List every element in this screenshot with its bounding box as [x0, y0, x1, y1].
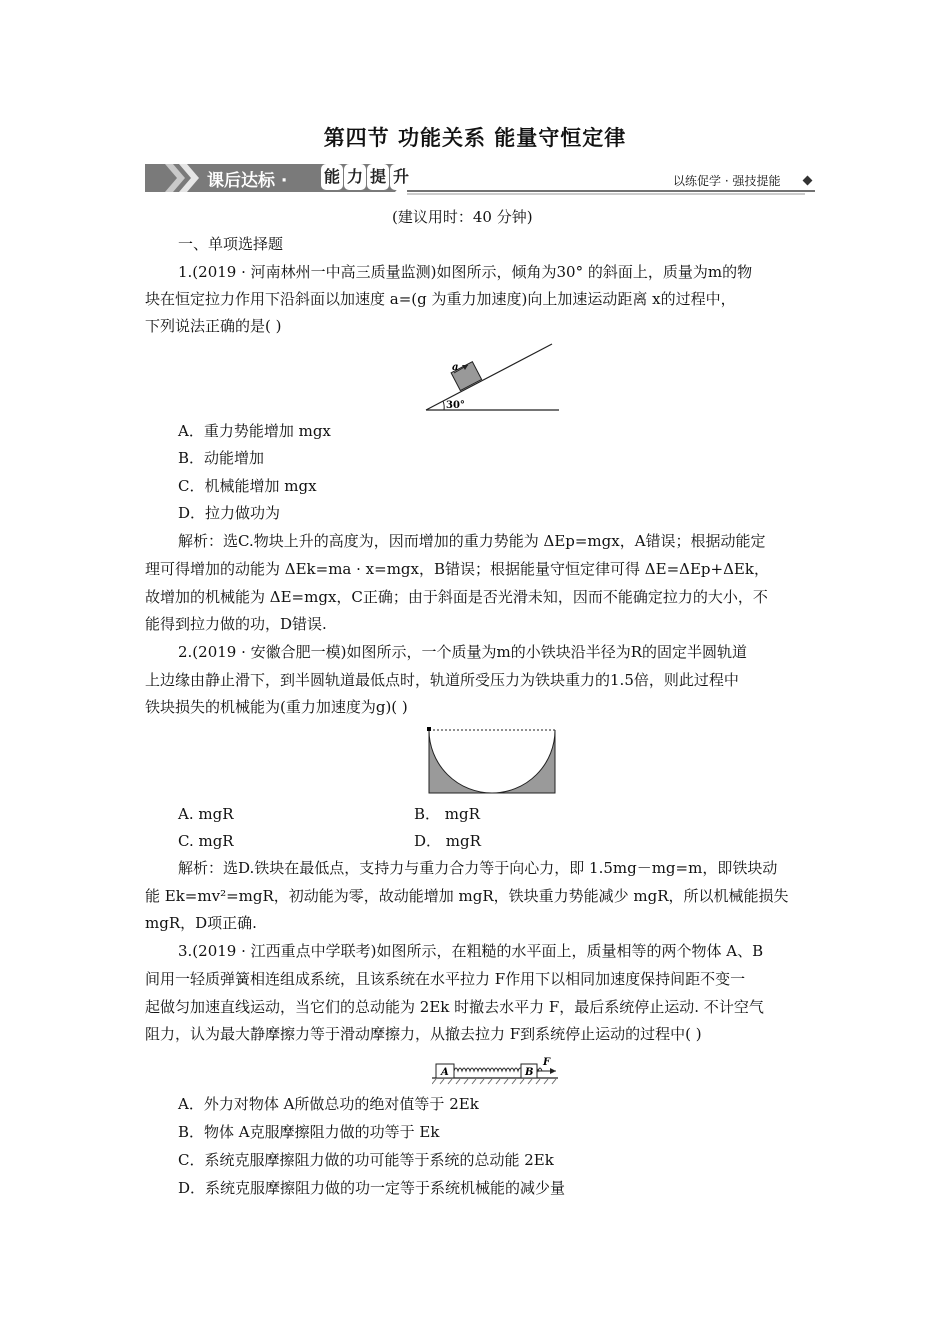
q1-stem-line: 块在恒定拉力作用下沿斜面以加速度 a=(g 为重力加速度)向上加速运动距离 x的过程中， [145, 290, 736, 308]
time-note: (建议用时：40 分钟) [392, 208, 533, 226]
badge-char: 力 [344, 164, 366, 190]
q2-option: A. mgR [178, 805, 234, 823]
q1-option: D．拉力做功为 [178, 504, 281, 522]
q2-option: C. mgR [178, 832, 234, 850]
badge-char: 能 [321, 164, 343, 190]
q2-stem-line: 铁块损失的机械能为(重力加速度为g)( ) [145, 698, 408, 716]
page-title: 第四节 功能关系 能量守恒定律 [323, 126, 627, 150]
q1-analysis-line: 故增加的机械能为 ΔE=mgx，C正确；由于斜面是否光滑未知，因而不能确定拉力的大小，不 [145, 588, 768, 606]
q3-option: C．系统克服摩擦阻力做的功可能等于系统的总动能 2Ek [178, 1151, 554, 1169]
q1-analysis-line: 解析：选C.物块上升的高度为，因而增加的重力势能为 ΔEp=mgx，A错误；根据动能定 [178, 532, 766, 550]
q3-option: B．物体 A克服摩擦阻力做的功等于 Ek [178, 1123, 440, 1141]
q3-stem-line: 起做匀加速直线运动，当它们的总动能为 2Ek 时撤去水平力 F，最后系统停止运动. 不计空气 [145, 998, 764, 1016]
q2-analysis-line: 解析：选D.铁块在最低点，支持力与重力合力等于向心力，即 1.5mg－mg=m，即铁块动 [178, 859, 778, 877]
q3-stem-line: 3.(2019 · 江西重点中学联考)如图所示，在粗糙的水平面上，质量相等的两个物体 A、B [178, 942, 764, 960]
q1-stem-line: 1.(2019 · 河南林州一中高三质量监测)如图所示，倾角为30° 的斜面上，质量为m的物 [178, 263, 753, 281]
q2-option: B． mgR [414, 805, 480, 823]
accel-label: a [452, 362, 459, 373]
badge-char: 升 [390, 164, 412, 190]
semicircle-track-figure [425, 725, 559, 797]
q2-option: D． mgR [414, 832, 481, 850]
incline-figure [424, 340, 564, 416]
force-label: F [543, 1057, 551, 1068]
block-b-label: B [525, 1067, 534, 1078]
q2-analysis-line: 能 Ek=mv²=mgR，初动能为零，故动能增加 mgR，铁块重力势能减少 mgR，所以机械能损失 [145, 887, 789, 905]
section-banner [145, 160, 815, 196]
q1-option: A．重力势能增加 mgx [178, 422, 331, 440]
banner-label: 课后达标 · [207, 171, 288, 191]
q1-analysis-line: 能得到拉力做的功，D错误. [145, 615, 327, 633]
angle-label: 30° [446, 400, 465, 411]
q1-analysis-line: 理可得增加的动能为 ΔEk=ma · x=mgx，B错误；根据能量守恒定律可得 ΔE=ΔEp+ΔEk， [145, 560, 769, 578]
q3-stem-line: 阻力，认为最大静摩擦力等于滑动摩擦力，从撤去拉力 F到系统停止运动的过程中( ) [145, 1025, 702, 1043]
q3-stem-line: 间用一轻质弹簧相连组成系统，且该系统在水平拉力 F作用下以相同加速度保持间距不变一 [145, 970, 746, 988]
badge-char: 提 [367, 164, 389, 190]
spring-blocks-figure [432, 1052, 560, 1086]
banner-right-text: 以练促学 · 强技提能 [673, 174, 781, 188]
q1-stem-line: 下列说法正确的是( ) [145, 317, 282, 335]
q2-stem-line: 上边缘由静止滑下，到半圆轨道最低点时，轨道所受压力为铁块重力的1.5倍，则此过程中 [145, 671, 739, 689]
q1-option: B．动能增加 [178, 449, 265, 467]
banner-badge [321, 164, 412, 190]
block-a-label: A [441, 1067, 449, 1078]
q2-stem-line: 2.(2019 · 安徽合肥一模)如图所示，一个质量为m的小铁块沿半径为R的固定半圆轨道 [178, 643, 748, 661]
q2-analysis-line: mgR，D项正确. [145, 914, 257, 932]
section-heading: 一、单项选择题 [178, 235, 284, 253]
q3-option: A．外力对物体 A所做总功的绝对值等于 2Ek [178, 1095, 479, 1113]
q3-option: D．系统克服摩擦阻力做的功一定等于系统机械能的减少量 [178, 1179, 566, 1197]
q1-option: C．机械能增加 mgx [178, 477, 317, 495]
